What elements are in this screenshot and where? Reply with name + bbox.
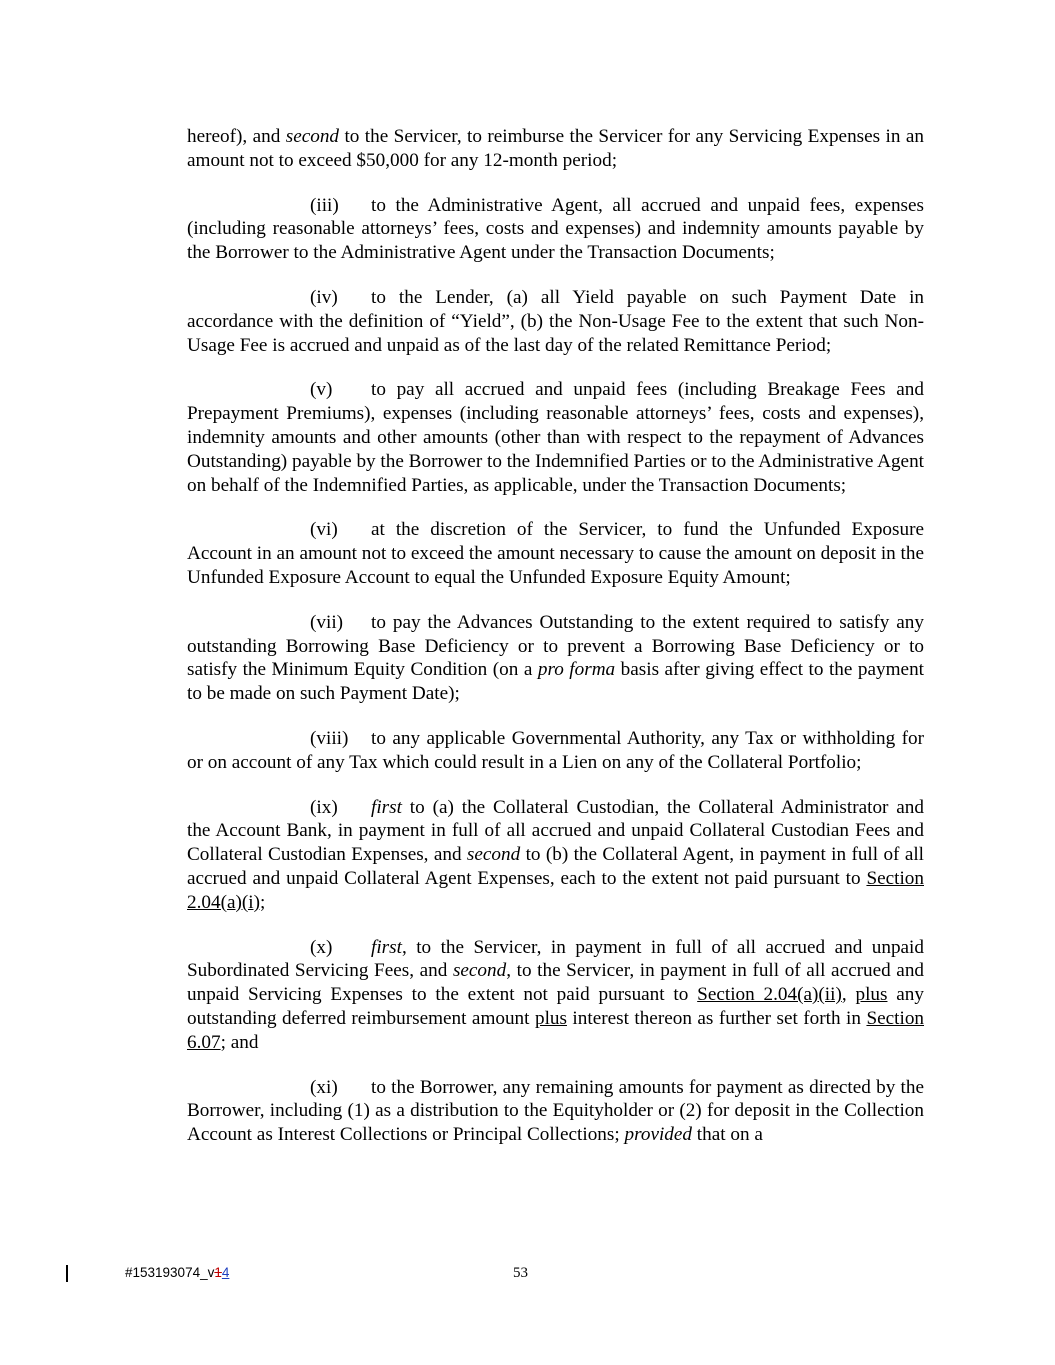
underlined-term: plus [855,984,888,1006]
paragraph-continuation [187,125,924,173]
italic-run: first [371,796,402,818]
text-run: to the Borrower, any remaining amounts for payment as directed by the Borrower, including (1) as a distribution to the Equityholder or (2) for deposit in the Collection Account as Interest Collections or Principal Collections; [187,1076,924,1146]
italic-run: first [371,936,402,958]
italic-run: second [452,960,507,982]
section-reference: Section 2.04(a)(i) [187,867,924,913]
clause-vii [187,611,924,706]
underlined-term: plus [534,1007,567,1029]
italic-run: second [285,126,340,147]
clause-text: to the Lender, (a) all Yield payable on such Payment Date in accordance with the definition of “Yield”, (b) the Non-Usage Fee to the extent that such Non-Usage Fee is accrued and unpaid as of the last day of the related Remittance Period; [187,286,924,356]
text-run: interest thereon as further set forth in [566,1007,867,1029]
clause-viii [187,727,924,775]
clause-number: (xi) [310,1076,338,1098]
text-run: , to the Servicer, in payment in full of all accrued and unpaid Subordinated Servicing Fees, and [187,936,924,982]
text-run: ; and [220,1031,259,1053]
clause-text: to the Administrative Agent, all accrued and unpaid fees, expenses (including reasonable attorneys’ fees, costs and expenses) and indemnity amounts payable by the Borrower to the Administrative Agent under the Transaction Documents; [187,194,924,264]
clause-x [187,936,924,1055]
clause-vi [187,518,924,589]
clause-text: to any applicable Governmental Authority, any Tax or withholding for or on account of any Tax which could result in a Lien on any of the Collateral Portfolio; [187,727,924,773]
clause-number: (v) [310,379,333,401]
clause-text: at the discretion of the Servicer, to fund the Unfunded Exposure Account in an amount not to exceed the amount necessary to cause the amount on deposit in the Unfunded Exposure Account to equal the Unfunded Exposure Equity Amount; [187,519,924,588]
text-run: ; [259,891,266,913]
text-run: , [841,984,856,1006]
text-run: to (b) the Collateral Agent, in payment in full of all accrued and unpaid Collateral Agent Expenses, each to the extent not paid pursuant to [187,844,924,889]
clause-number: (viii) [310,727,349,749]
document-id [125,1265,229,1281]
text-run: that on a [692,1124,763,1146]
italic-run: second [466,844,521,866]
document-id-prefix: #153193074_v [125,1265,215,1280]
clause-number: (iii) [310,194,339,216]
clause-xi [187,1076,924,1147]
clause-iii [187,194,924,265]
text-run: hereof), and [187,126,286,147]
clause-ix [187,796,924,915]
clause-number: (vi) [310,519,338,541]
inserted-version: 4 [221,1265,230,1280]
clause-number: (ix) [310,796,338,818]
text-run: to the Servicer, to reimburse the Servicer for any Servicing Expenses in an amount not to exceed $50,000 for any 12-month period; [187,126,925,171]
text-run: any outstanding deferred reimbursement amount [187,984,924,1029]
clause-number: (iv) [310,286,338,308]
clause-number: (x) [310,936,333,958]
change-bar [66,1265,68,1282]
deleted-version: 1 [214,1265,222,1280]
text-run: to pay the Advances Outstanding to the extent required to satisfy any outstanding Borrowing Base Deficiency or to prevent a Borrowing Base Deficiency or to satisfy the Minimum Equity Condition (on a [187,611,924,681]
document-body [187,125,924,1168]
text-run: to (a) the Collateral Custodian, the Collateral Administrator and the Account Bank, in payment in full of all accrued and unpaid Collateral Custodian Fees and Collateral Custodian Expenses, and [187,796,924,866]
italic-run: pro forma [537,659,616,681]
clause-v [187,378,924,497]
clause-number: (vii) [310,611,344,633]
clause-iv [187,286,924,357]
section-reference: Section 2.04(a)(ii) [697,984,842,1006]
text-run: , to the Servicer, in payment in full of all accrued and unpaid Servicing Expenses to the extent not paid pursuant to [187,960,925,1006]
text-run: basis after giving effect to the payment to be made on such Payment Date); [187,659,924,705]
page-number: 53 [513,1265,528,1281]
italic-run: provided [624,1124,692,1146]
clause-text: to pay all accrued and unpaid fees (including Breakage Fees and Prepayment Premiums), expenses (including reasonable attorneys’ fees, costs and expenses), indemnity amounts and other amounts (other than with respect to the repayment of Advances Outstanding) payable by the Borrower to the Indemnified Parties or to the Administrative Agent on behalf of the Indemnified Parties, as applicable, under the Transaction Documents; [187,379,924,496]
section-reference: Section 6.07 [187,1007,925,1053]
